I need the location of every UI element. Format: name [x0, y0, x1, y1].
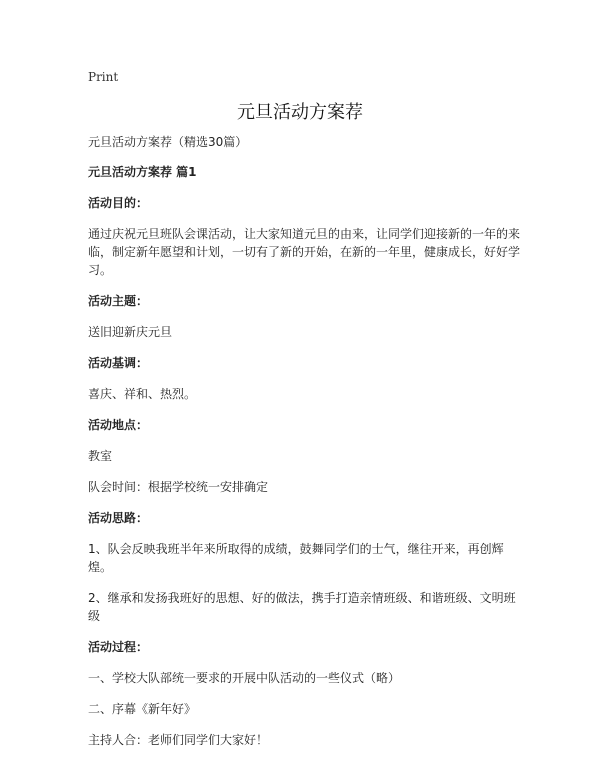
location-heading: 活动地点： [88, 418, 149, 432]
tone-text: 喜庆、祥和、热烈。 [88, 387, 197, 401]
process-item-1: 一、学校大队部统一要求的开展中队活动的一些仪式（略） [88, 671, 401, 685]
purpose-text: 通过庆祝元旦班队会课活动，让大家知道元旦的由来，让同学们迎接新的一年的来临，制定新年愿望和计划，一切有了新的开始，在新的一年里，健康成长，好好学习。 [88, 227, 521, 277]
document-body [88, 133, 520, 749]
purpose-heading: 活动目的： [88, 196, 149, 210]
time-text: 队会时间：根据学校统一安排确定 [88, 480, 269, 494]
theme-text: 送旧迎新庆元旦 [88, 325, 173, 339]
page-title: 元旦活动方案荐 [237, 102, 363, 123]
idea-item-1: 1、队会反映我班半年来所取得的成绩，鼓舞同学们的士气，继往开来，再创辉煌。 [88, 542, 504, 574]
ideas-heading: 活动思路： [88, 511, 149, 525]
process-item-2: 二、序幕《新年好》 [88, 702, 197, 716]
tone-heading: 活动基调： [88, 356, 149, 370]
article-heading: 元旦活动方案荐 篇1 [88, 165, 197, 179]
location-text: 教室 [88, 449, 113, 463]
process-heading: 活动过程： [88, 640, 149, 654]
idea-item-2: 2、继承和发扬我班好的思想、好的做法，携手打造亲情班级、和谐班级、文明班级 [88, 591, 516, 623]
host-line: 主持人合：老师们同学们大家好！ [88, 733, 269, 747]
print-label: Print [88, 70, 119, 84]
subtitle: 元旦活动方案荐（精选30篇） [88, 135, 248, 149]
theme-heading: 活动主题： [88, 294, 149, 308]
